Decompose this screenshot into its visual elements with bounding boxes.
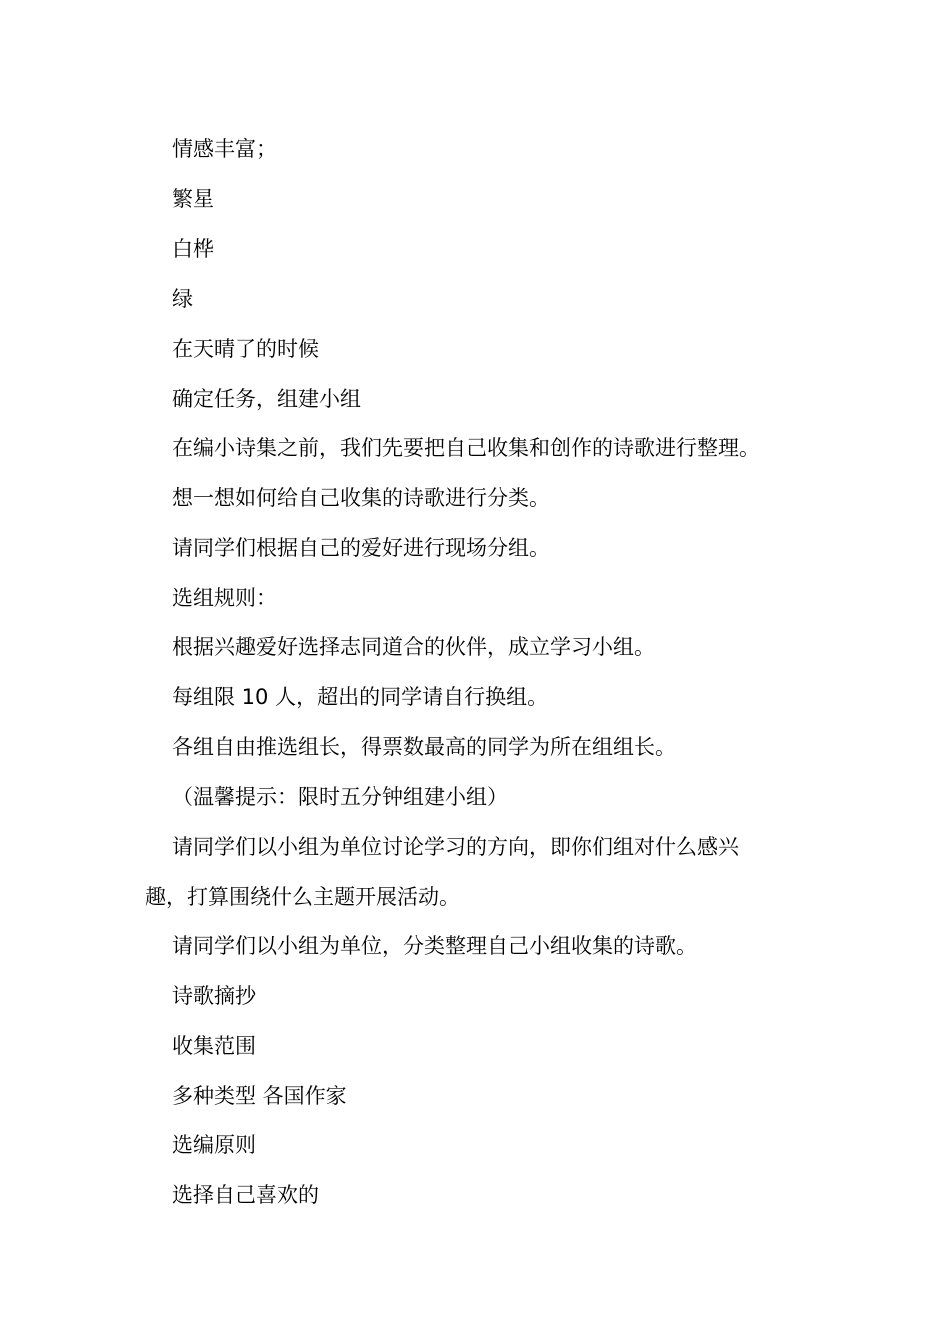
text-line: 选编原则 [172, 1133, 256, 1157]
text-line: 请同学们以小组为单位讨论学习的方向，即你们组对什么感兴 [172, 835, 739, 859]
section-heading: 确定任务，组建小组 [172, 387, 361, 411]
text-line: 绿 [172, 287, 193, 311]
text-line: 根据兴趣爱好选择志同道合的伙伴，成立学习小组。 [172, 635, 655, 659]
text-line: 多种类型 各国作家 [172, 1084, 347, 1108]
text-line: 繁星 [172, 187, 214, 211]
text-line: 白桦 [172, 237, 214, 261]
text-line: 情感丰富； [172, 137, 277, 161]
text-line: 每组限 10 人，超出的同学请自行换组。 [172, 685, 549, 709]
text-line-continuation: 趣，打算围绕什么主题开展活动。 [145, 885, 460, 909]
tip-note: （温馨提示：限时五分钟组建小组） [172, 785, 508, 809]
text-line: 请同学们根据自己的爱好进行现场分组。 [172, 536, 550, 560]
text-line: 想一想如何给自己收集的诗歌进行分类。 [172, 486, 550, 510]
text-line: 请同学们以小组为单位，分类整理自己小组收集的诗歌。 [172, 934, 697, 958]
text-line: 选组规则： [172, 586, 277, 610]
text-line: 收集范围 [172, 1034, 256, 1058]
text-line: 诗歌摘抄 [172, 984, 256, 1008]
text-line: 在编小诗集之前，我们先要把自己收集和创作的诗歌进行整理。 [172, 436, 760, 460]
text-line: 各组自由推选组长，得票数最高的同学为所在组组长。 [172, 735, 676, 759]
text-line: 选择自己喜欢的 [172, 1183, 319, 1207]
text-line: 在天晴了的时候 [172, 337, 319, 361]
